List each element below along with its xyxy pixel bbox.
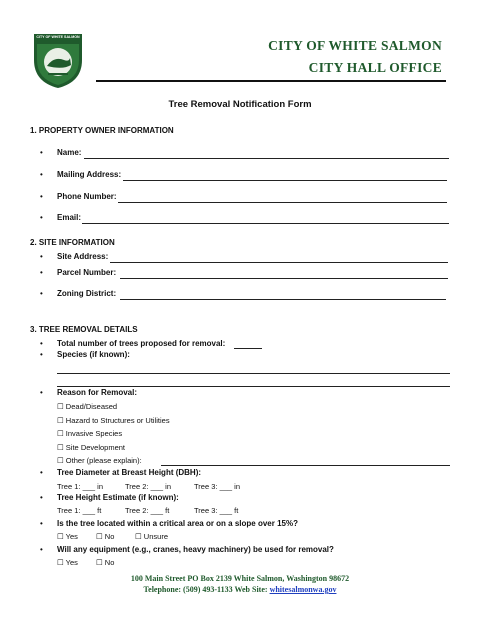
- reason-hazard-checkbox[interactable]: ☐ Hazard to Structures or Utilities: [57, 416, 170, 425]
- site-address-label: Site Address:: [57, 252, 109, 261]
- species-field-line-1[interactable]: [57, 373, 450, 374]
- parcel-number-label: Parcel Number:: [57, 268, 117, 277]
- species-label: Species (if known):: [57, 350, 130, 359]
- bullet-icon: •: [40, 252, 43, 261]
- bullet-icon: •: [40, 388, 43, 397]
- footer-phone: Telephone: (509) 493-1133 Web Site:: [143, 585, 268, 594]
- dbh-tree-3-field[interactable]: Tree 3: ___ in: [194, 482, 240, 491]
- reason-label: Reason for Removal:: [57, 388, 138, 397]
- reason-other-checkbox[interactable]: ☐ Other (please explain):: [57, 456, 142, 465]
- dbh-label: Tree Diameter at Breast Height (DBH):: [57, 468, 202, 477]
- bullet-icon: •: [40, 519, 43, 528]
- equipment-question: Will any equipment (e.g., cranes, heavy machinery) be used for removal?: [57, 545, 334, 554]
- mailing-address-field[interactable]: [123, 180, 447, 181]
- office-name: CITY HALL OFFICE: [308, 60, 442, 75]
- critical-no-checkbox[interactable]: ☐ No: [96, 532, 115, 541]
- bullet-icon: •: [40, 289, 43, 298]
- zoning-district-field[interactable]: [120, 299, 446, 300]
- equipment-no-checkbox[interactable]: ☐ No: [96, 558, 115, 567]
- critical-area-question: Is the tree located within a critical area or on a slope over 15%?: [57, 519, 298, 528]
- equipment-yes-checkbox[interactable]: ☐ Yes: [57, 558, 78, 567]
- city-name: CITY OF WHITE SALMON: [268, 38, 442, 53]
- total-trees-field[interactable]: [234, 348, 262, 349]
- bullet-icon: •: [40, 213, 43, 222]
- name-field[interactable]: [84, 158, 449, 159]
- email-label: Email:: [57, 213, 82, 222]
- species-field-line-2[interactable]: [57, 386, 450, 387]
- bullet-icon: •: [40, 268, 43, 277]
- critical-unsure-checkbox[interactable]: ☐ Unsure: [135, 532, 168, 541]
- critical-yes-checkbox[interactable]: ☐ Yes: [57, 532, 78, 541]
- email-field[interactable]: [82, 223, 449, 224]
- bullet-icon: •: [40, 545, 43, 554]
- bullet-icon: •: [40, 493, 43, 502]
- zoning-district-label: Zoning District:: [57, 289, 117, 298]
- height-tree-2-field[interactable]: Tree 2: ___ ft: [125, 506, 170, 515]
- reason-other-field[interactable]: [161, 465, 450, 466]
- total-trees-label: Total number of trees proposed for removal:: [57, 339, 226, 348]
- reason-dead-checkbox[interactable]: ☐ Dead/Diseased: [57, 402, 118, 411]
- site-address-field[interactable]: [110, 262, 448, 263]
- height-tree-1-field[interactable]: Tree 1: ___ ft: [57, 506, 102, 515]
- logo-text: CITY OF WHITE SALMON: [36, 35, 80, 39]
- parcel-number-field[interactable]: [120, 278, 448, 279]
- footer-address: 100 Main Street PO Box 2139 White Salmon, Washington 98672: [130, 574, 350, 583]
- dbh-tree-1-field[interactable]: Tree 1: ___ in: [57, 482, 103, 491]
- reason-invasive-checkbox[interactable]: ☐ Invasive Species: [57, 429, 123, 438]
- bullet-icon: •: [40, 148, 43, 157]
- section-details-heading: 3. TREE REMOVAL DETAILS: [30, 325, 138, 334]
- bullet-icon: •: [40, 468, 43, 477]
- height-tree-3-field[interactable]: Tree 3: ___ ft: [194, 506, 239, 515]
- bullet-icon: •: [40, 170, 43, 179]
- mailing-address-label: Mailing Address:: [57, 170, 122, 179]
- bullet-icon: •: [40, 339, 43, 348]
- name-label: Name:: [57, 148, 82, 157]
- section-site-heading: 2. SITE INFORMATION: [30, 238, 115, 247]
- form-title: Tree Removal Notification Form: [168, 99, 312, 110]
- bullet-icon: •: [40, 192, 43, 201]
- dbh-tree-2-field[interactable]: Tree 2: ___ in: [125, 482, 171, 491]
- footer-contact: [0, 585, 480, 594]
- phone-number-field[interactable]: [118, 202, 447, 203]
- city-logo: [30, 30, 86, 90]
- reason-development-checkbox[interactable]: ☐ Site Development: [57, 443, 126, 452]
- phone-number-label: Phone Number:: [57, 192, 117, 201]
- section-owner-heading: 1. PROPERTY OWNER INFORMATION: [30, 126, 174, 135]
- bullet-icon: •: [40, 350, 43, 359]
- website-link[interactable]: whitesalmonwa.gov: [269, 585, 337, 594]
- header-divider: [96, 80, 446, 82]
- height-label: Tree Height Estimate (if known):: [57, 493, 179, 502]
